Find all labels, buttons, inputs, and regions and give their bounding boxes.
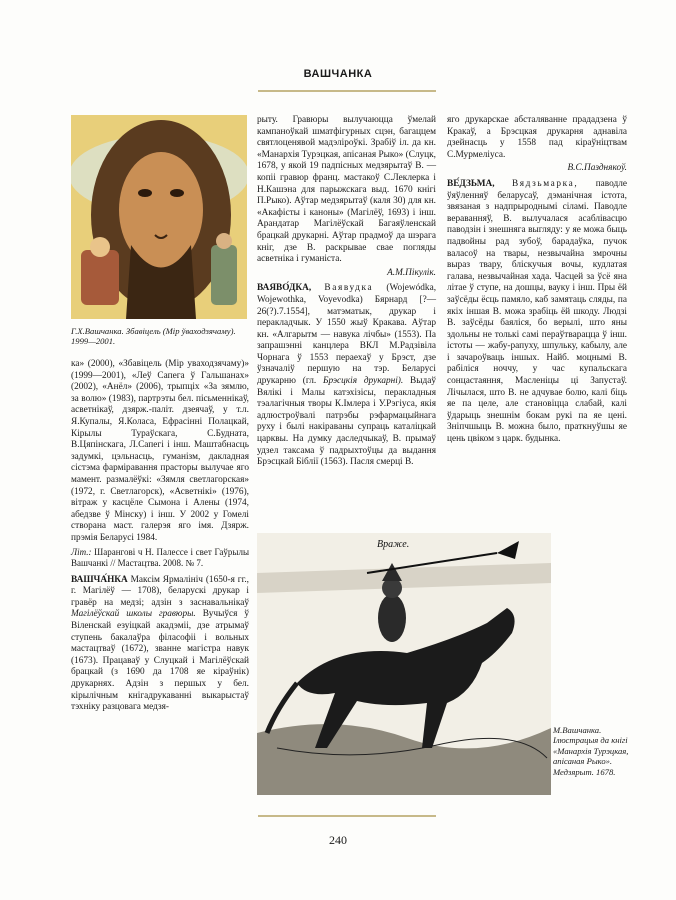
entry-vedzma (447, 179, 627, 446)
entry-vayavodka (257, 283, 436, 469)
engraving-caption: М.Вашчанка. Ілюстрацыя да кнігі «Манархія Турэцкая, апісаная Рыко». Медзярыт. 1678. (553, 725, 629, 777)
entry-vedzma-text: паводле ўяўленняў беларусаў, дэманічная істота, звязаная з надпрыроднымі сіламі. Паводле вераванняў, В. вылучалася асаблівасцю паводзін і знешняга выгляду: у яе можа быць падвойны рад зубоў, барадаўка, пучок валасоў на твары, незвычайна змрочны выраз твару, бліскучыя вочы, кудлатая галава, незвычайная хада. Часцей за ўсё яна літае ў ступе, на дошцы, вауку і інш. Пры ёй заўсёды ёсць памяло, каб замятаць сляды, па якіх іншая В. можа зрабіць ёй шкоду. Людзі В. заўсёды баяліся, бо верылі, што яны здольны не толькі самі пераўтварацца ў інш. істоты — жабу-рапуху, шпульку, кабылу, але і зачароўваць іншых. Найб. моцнымі В. рабіліся ноччу, у час купальскага сонцастаяння, Масленіцы ці Запустаў. Лічылася, што В. не адчувае болю, калі біць яе па целе, але становіцца слабай, калі ўдарыць знешнім бокам рукі па яе цені. Зніпчшыць В. можна было, праткнуўшы яе цень цвіком з царк. будынка. (447, 178, 628, 445)
entry-vayavodka-spaced: Ваявудка (324, 283, 374, 294)
col1-literature-text: Шарангові ч Н. Палессе і свет Гаўрылы Вашчанкі // Мастацтва. 2008. № 7. (71, 546, 250, 569)
page-number: 240 (329, 833, 347, 847)
portrait-caption: Г.Х.Вашчанка. Збавіцель (Мір ўваходзячаму). 1999—2001. (71, 326, 236, 347)
engraving-illustration (257, 533, 551, 795)
col1-paragraph: ка» (2000), «Збавіцель (Мір уваходзячаму)» (1999—2001), «Леў Сапега ў Гальшанах» (2002), «Анёл» (2006), трыпціх «За зямлю, за волю» (1983), партрэты бел. пісьменнікаў, асветнікаў, дзярж.-паліт. дзеячаў, у т.л. Я.Купалы, Я.Коласа, Ефрасінні Полацкай, Кірылы Тураўскага, С.Будната, В.Цяпінскага, Л.Сапегі і інш. Маштабнасць задумкі, цэльнасць, гуманізм, дакладная сістэма фарміравання прасторы вылучае яго мамент. размалёўкі: «Зямля светлагорская» (1972, г. Светлагорск), «Асветнікі» (1976), вітраж у касцёле Сымона і Алены (1974, абедзве ў Мінску) і інш. У 2002 у Гомелі створана маст. галерэя яго імя. Дзярж. прэмія Беларусі 1984. (71, 359, 249, 543)
entry-vedzma-head: ВЕ́ДЗЬМА, (447, 178, 495, 189)
col3-paragraph: яго друкарскае абсталяванне прададзена ў Кракаў, а Брэсцкая друкарня аднавіла дзейнасць у 1558 пад кіраўніцтвам С.Мурмеліуса. (447, 115, 627, 160)
col2-paragraph: рыту. Гравюры вылучаюцца ўмелай кампаноўкай шматфігурных сцэн, багаццем святлоценявой мадэліроўкі. Зрабіў іл. да кн. «Манархія Турэцкая, апісаная Рыко» (Слуцк, 1678, у якой 19 падпісных медзярытаў В. — копіі гравюр франц. мастакоў С.Леклерка і Н.Кашэна для парыжскага выд. 1670 кнігі П.Рыко). Аўтар медзярытаў (каля 30) для кн. «Акафісты і каноны» (Магілёў, 1693) і інш. Арандатар Магілёўскай Багаяўленскай брацкай друкарні. Аўтар прадмоў да шэрага кніг, дзе В. раскрывае свае погляды асветніка і гуманіста. (257, 115, 436, 265)
portrait-illustration (71, 115, 247, 319)
column-3 (447, 115, 627, 448)
entry-vashchanka-text: Максім Ярмалініч (1650-я гг., г. Магілёў — 1708), беларускі друкар і гравёр на медзі; адзін з заснавальнікаў (71, 574, 249, 608)
col1-literature (71, 547, 249, 570)
engraving-svg (257, 533, 551, 795)
entry-vashchanka-text2: Вучыўся ў Віленскай езуіцкай акадэміі, дзе атрымаў ступень бакалаўра філасофіі і вольных мастацтваў (1672), званне магістра навук (1673). Працаваў у Слуцкай і Магілёўскай брацкай (з 1690 да 1708 яе кіраўнік) друкарнях. Адзін з першых у бел. кірылічным кнігадрукаванні выкарыстаў тэхніку разцовага медзя- (71, 609, 249, 713)
col1-literature-label: Літ.: (71, 546, 92, 557)
engraving-label: Враже. (377, 539, 410, 550)
entry-vayavodka-text2: Выдаў Вялікі і Малы катэхізісы, перакладныя тэалагічныя творы К.Імлера і У.Рэгіуса, якія адлюстроўвалі патрэбы рэфармацыйнага руху і былі накіраваны супраць каталіцкай царквы. На думку даследчыкаў, В. прымаў удзел таксама ў падрыхтоўцы да выдання Брэсцкай Біблії (1563). Пасля смерці В. (257, 376, 436, 468)
header-rule (258, 90, 436, 92)
col2-signature: А.М.Пікулік. (387, 267, 436, 278)
entry-vashchanka-italic: Магілёўскай школы гравюры. (71, 609, 196, 620)
footer-rule (258, 815, 436, 817)
portrait-svg (71, 115, 247, 319)
entry-vayavodka-italic: Брэсцкія друкарні). (323, 376, 404, 387)
column-1 (71, 359, 249, 716)
page-header-title: ВАШЧАНКА (303, 68, 373, 80)
entry-vashchanka-head: ВАШЧА́НКА (71, 574, 128, 585)
col3-signature: В.С.Пазднякоў. (567, 163, 627, 174)
entry-vayavodka-text: (Wojewódka, Wojewothka, Voyevodka) Бярнард [?—26(?).7.1554], матэматык, друкар і перакладчык. У 1550 жыў Кракава. Аўтар кн. «Алгарытм — навука лічбы» (1553). Па запрашэнні канцлера ВКЛ М.Радзівіла Чорнага ў 1553 пераехаў у Брэст, дзе ўзначаліў першую на тэр. Беларусі друкарню (гл. (257, 283, 437, 387)
entry-vashchanka (71, 575, 249, 714)
entry-vayavodka-head: ВАЯВО́ДКА, (257, 283, 312, 294)
column-2 (257, 115, 436, 471)
entry-vedzma-spaced: Вядзьмарка, (511, 178, 579, 189)
